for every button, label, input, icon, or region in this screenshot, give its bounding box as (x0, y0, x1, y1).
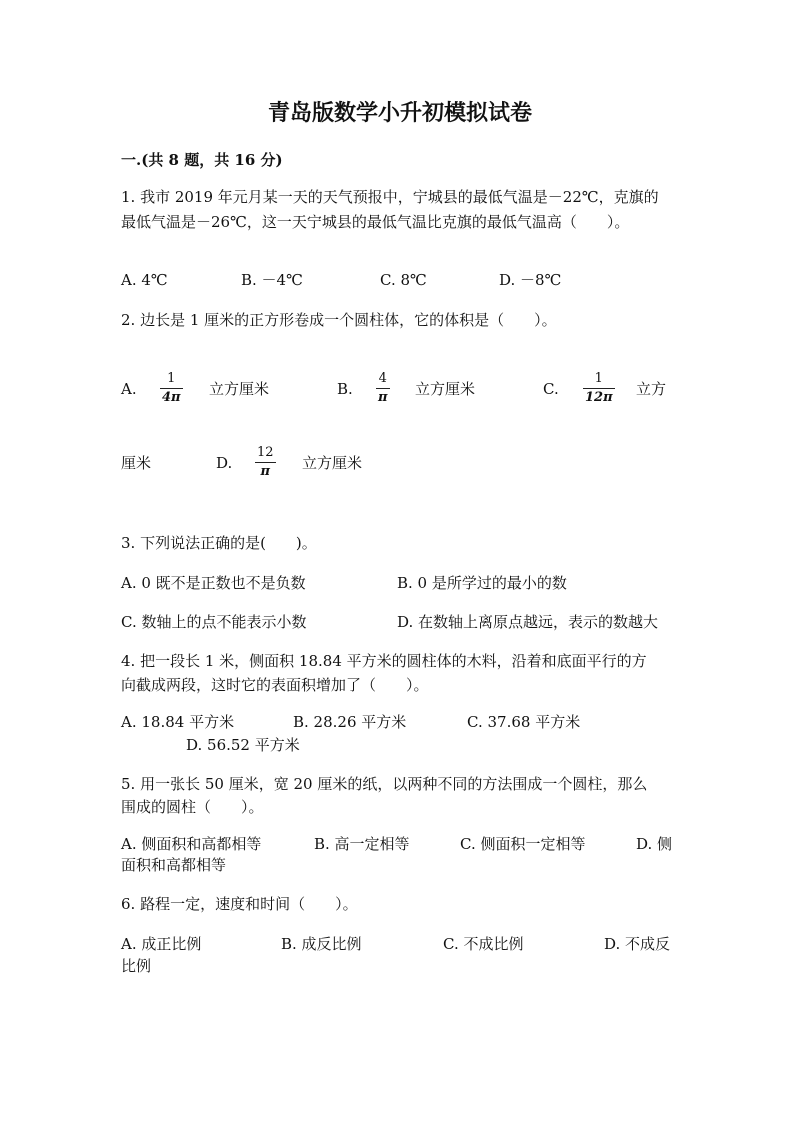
fraction-bar (376, 388, 390, 389)
fraction-bar (160, 388, 183, 389)
question-1-option-b: B. －4℃ (241, 271, 303, 289)
fraction-denominator: 12π (585, 390, 613, 405)
question-4-text-line-2: 向截成两段，这时它的表面积增加了（ ）。 (121, 676, 429, 694)
question-5-text-line-1: 5. 用一张长 50 厘米，宽 20 厘米的纸，以两种不同的方法围成一个圆柱，那么 (121, 775, 648, 793)
question-1-text-line-2: 最低气温是－26℃，这一天宁城县的最低气温比克旗的最低气温高（ ）。 (121, 213, 630, 231)
question-3-option-c: C. 数轴上的点不能表示小数 (121, 613, 307, 631)
question-4-option-a: A. 18.84 平方米 (121, 713, 235, 731)
question-2-option-d-fraction (255, 445, 276, 479)
question-2-option-b-unit: 立方厘米 (415, 380, 476, 398)
fraction-denominator: 4π (162, 390, 181, 405)
fraction-bar (255, 462, 276, 463)
question-4-option-d: D. 56.52 平方米 (186, 736, 300, 754)
question-5-option-d-continued: 面积和高都相等 (121, 856, 227, 874)
question-6-option-d: D. 不成反 (604, 935, 671, 953)
fraction-numerator: 12 (257, 445, 274, 460)
section-heading: 一.(共 8 题，共 16 分) (121, 151, 283, 169)
question-3-option-b: B. 0 是所学过的最小的数 (397, 574, 567, 592)
question-6-option-d-continued: 比例 (121, 957, 152, 975)
fraction-numerator: 1 (594, 371, 603, 386)
question-2-text: 2. 边长是 1 厘米的正方形卷成一个圆柱体，它的体积是（ ）。 (121, 311, 557, 329)
question-4-text-line-1: 4. 把一段长 1 米，侧面积 18.84 平方米的圆柱体的木料，沿着和底面平行的方 (121, 652, 647, 670)
question-5-option-c: C. 侧面积一定相等 (460, 835, 586, 853)
question-6-option-a: A. 成正比例 (121, 935, 202, 953)
question-3-option-a: A. 0 既不是正数也不是负数 (121, 574, 306, 592)
question-1-option-a: A. 4℃ (121, 271, 168, 289)
page-title: 青岛版数学小升初模拟试卷 (267, 101, 532, 126)
fraction-numerator: 4 (378, 371, 387, 386)
question-6-text: 6. 路程一定，速度和时间（ ）。 (121, 895, 358, 913)
question-2-option-a-fraction (160, 371, 183, 405)
question-2-option-a-label: A. (121, 380, 137, 398)
question-5-text-line-2: 围成的圆柱（ ）。 (121, 798, 264, 816)
fraction-numerator: 1 (167, 371, 176, 386)
question-3-option-d: D. 在数轴上离原点越远，表示的数越大 (397, 613, 659, 631)
fraction-denominator: π (260, 464, 271, 479)
question-4-option-c: C. 37.68 平方米 (467, 713, 581, 731)
question-5-option-a: A. 侧面积和高都相等 (121, 835, 262, 853)
question-1-option-d: D. －8℃ (499, 271, 562, 289)
question-2-option-c-label: C. (543, 380, 559, 398)
question-2-option-b-fraction (376, 371, 390, 405)
fraction-denominator: π (378, 390, 388, 405)
question-2-option-c-unit-continued: 厘米 (121, 454, 152, 472)
question-5-option-d: D. 侧 (636, 835, 673, 853)
question-2-option-c-fraction (583, 371, 615, 405)
question-2-option-d-label: D. (216, 454, 233, 472)
question-2-option-d-unit: 立方厘米 (302, 454, 363, 472)
question-1-text-line-1: 1. 我市 2019 年元月某一天的天气预报中，宁城县的最低气温是－22℃，克旗的 (121, 188, 659, 206)
question-3-text: 3. 下列说法正确的是( )。 (121, 534, 317, 552)
question-5-option-b: B. 高一定相等 (314, 835, 410, 853)
question-2-option-c-unit: 立方 (636, 380, 667, 398)
question-2-option-b-label: B. (337, 380, 353, 398)
question-2-option-a-unit: 立方厘米 (209, 380, 270, 398)
question-1-option-c: C. 8℃ (380, 271, 427, 289)
question-4-option-b: B. 28.26 平方米 (293, 713, 407, 731)
fraction-bar (583, 388, 615, 389)
question-6-option-c: C. 不成比例 (443, 935, 524, 953)
question-6-option-b: B. 成反比例 (281, 935, 362, 953)
